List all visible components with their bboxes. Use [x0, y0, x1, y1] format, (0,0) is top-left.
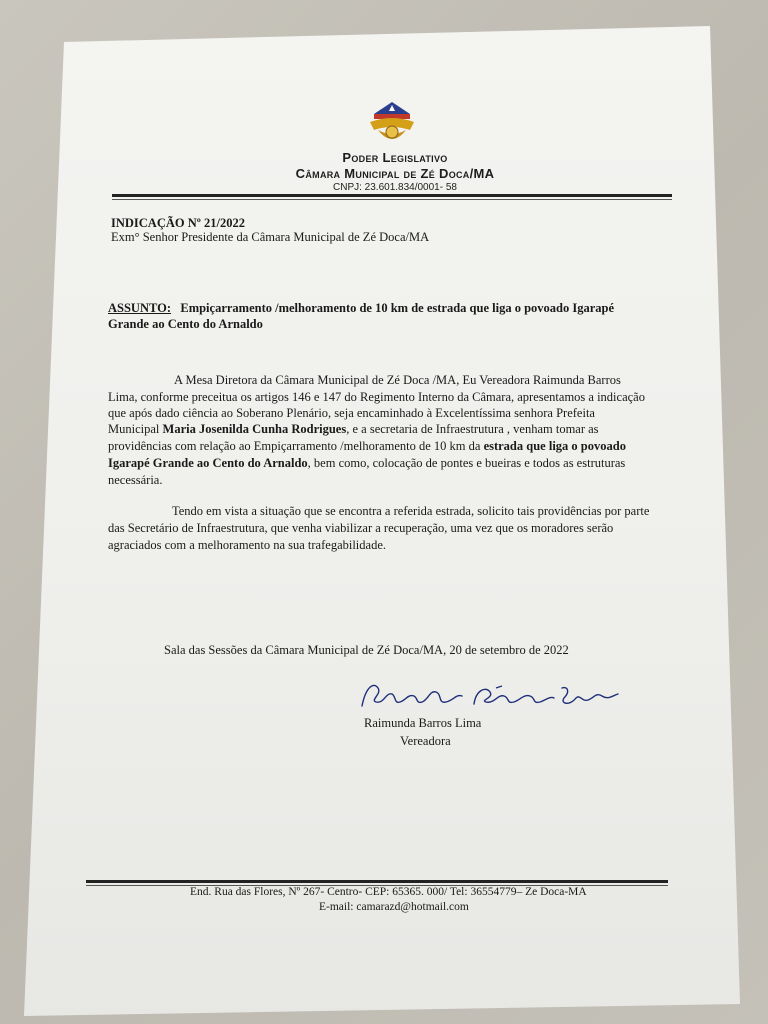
addressee: Exm° Senhor Presidente da Câmara Municipal de Zé Doca/MA — [111, 230, 430, 244]
body-line: das Secretário de Infraestrutura, que venha viabilizar a recuperação, uma vez que os moradores serão — [108, 521, 614, 535]
body-line: que após dado ciência ao Soberano Plenário, seja encaminhado à Excelentíssima senhora Prefeita — [108, 406, 595, 420]
subject-label: ASSUNTO: — [108, 301, 171, 315]
body-text: , bem como, colocação de pontes e bueiras e todos as estruturas — [307, 456, 626, 470]
signer-role: Vereadora — [400, 734, 451, 748]
body-text: providências com relação ao Empiçarramento /melhoramento de 10 km da — [108, 439, 484, 453]
header-divider — [112, 194, 672, 197]
signer-name: Raimunda Barros Lima — [364, 716, 482, 730]
header-divider-thin — [112, 199, 672, 200]
body-text: , e a secretaria de Infraestrutura , venham tomar as — [346, 422, 599, 436]
chamber-emblem-icon — [364, 100, 420, 150]
session-date: Sala das Sessões da Câmara Municipal de Zé Doca/MA, 20 de setembro de 2022 — [164, 643, 569, 657]
road-text: estrada que liga o povoado — [483, 439, 626, 453]
body-line — [108, 438, 626, 454]
indication-number: INDICAÇÃO Nº 21/2022 — [111, 216, 245, 230]
footer-address: End. Rua das Flores, Nº 267- Centro- CEP: 65365. 000/ Tel: 36554779– Ze Doca-MA — [190, 886, 587, 898]
subject-text-1: Empiçarramento /melhoramento de 10 km de estrada que liga o povoado Igarapé — [180, 301, 615, 315]
body-line: Tendo em vista a situação que se encontra a referida estrada, solicito tais providências por parte — [172, 504, 650, 518]
handwritten-signature — [356, 676, 622, 714]
body-line: A Mesa Diretora da Câmara Municipal de Zé Doca /MA, Eu Vereadora Raimunda Barros — [174, 373, 621, 387]
body-text: Municipal — [108, 422, 163, 436]
body-line — [108, 455, 625, 471]
footer-divider — [86, 880, 668, 883]
body-line: necessária. — [108, 473, 163, 487]
subject-line-1 — [108, 300, 614, 316]
body-line: Lima, conforme preceitua os artigos 146 e 147 do Regimento Interno da Câmara, apresentamos a indicação — [108, 390, 645, 404]
road-text: Igarapé Grande ao Cento do Arnaldo — [108, 456, 308, 470]
footer-email: E-mail: camarazd@hotmail.com — [319, 901, 469, 913]
body-line — [108, 421, 599, 437]
subject-line-2: Grande ao Cento do Arnaldo — [108, 317, 263, 331]
mayor-name: Maria Josenilda Cunha Rodrigues — [162, 422, 347, 436]
header-cnpj: CNPJ: 23.601.834/0001- 58 — [333, 182, 457, 193]
header-chamber: Câmara Municipal de Zé Doca/MA — [295, 166, 495, 181]
body-line: agraciados com a melhoramento na sua trafegabilidade. — [108, 538, 387, 552]
header-power: Poder Legislativo — [342, 150, 448, 165]
